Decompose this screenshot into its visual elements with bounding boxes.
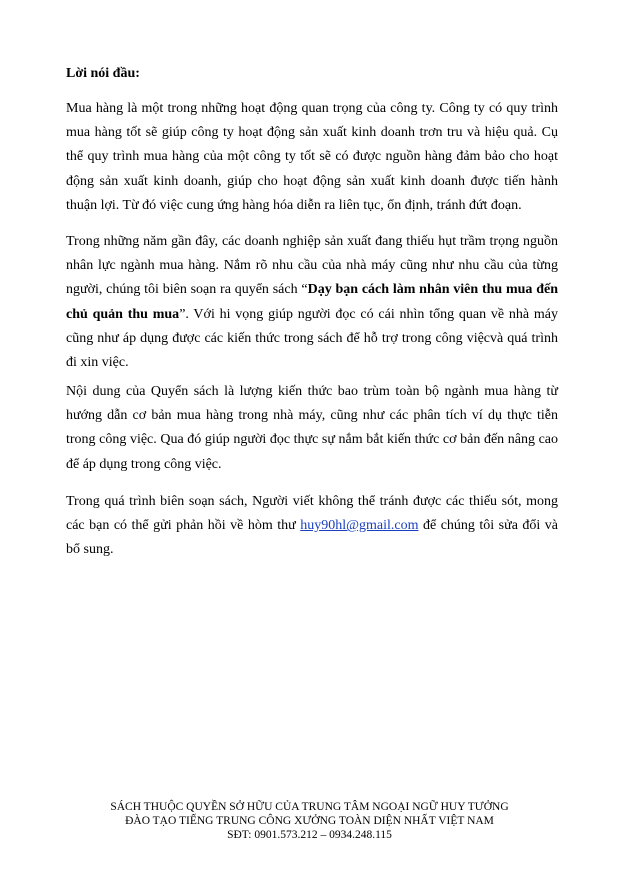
email-link[interactable]: huy90hl@gmail.com xyxy=(300,518,419,534)
footer-phone-line: SĐT: 0901.573.212 – 0934.248.115 xyxy=(227,829,392,841)
paragraph-feedback xyxy=(66,490,558,563)
footer-ownership-line: SÁCH THUỘC QUYỀN SỞ HỮU CỦA TRUNG TÂM NGOẠI NGỮ HUY TƯỞNG xyxy=(110,801,509,813)
paragraph-book-purpose-text-before: Trong những năm gần đây, các doanh nghiệp sản xuất đang thiếu hụt trầm trọng nguồn nhân lực ngành mua hàng. Nắm rõ nhu cầu của nhà máy cũng như nhu cầu của từng người, chúng tôi biên soạn ra quyển sách “ xyxy=(66,234,558,298)
paragraph-intro: Mua hàng là một trong những hoạt động quan trọng của công ty. Công ty có quy trình mua hàng tốt sẽ giúp công ty hoạt động sản xuất kinh doanh trơn tru và hiệu quả. Cụ thể quy trình mua hàng của một công ty tốt sẽ có được nguồn hàng đảm bảo cho hoạt động sản xuất kinh doanh, giúp cho hoạt động sản xuất kinh doanh được tiến hành thuận lợi. Từ đó việc cung ứng hàng hóa diễn ra liên tục, ổn định, tránh đứt đoạn. xyxy=(66,101,558,213)
preface-heading: Lời nói đầu: xyxy=(66,66,140,81)
paragraph-feedback-text-before: Trong quá trình biên soạn sách, Người viết không thể tránh được các thiếu sót, mong các bạn có thể gửi phản hồi về hòm thư xyxy=(66,494,558,534)
footer-training-line: ĐÀO TẠO TIẾNG TRUNG CÔNG XƯỞNG TOÀN DIỆN NHẤT VIỆT NAM xyxy=(125,815,494,827)
book-title: Dạy bạn cách làm nhân viên thu mua đến chủ quản thu mua xyxy=(66,282,558,322)
paragraph-feedback-text-after: để chúng tôi sửa đổi và bổ sung. xyxy=(66,518,558,558)
paragraph-book-purpose-text-after: ”. Với hi vọng giúp người đọc có cái nhìn tổng quan về nhà máy cũng như áp dụng được các kiến thức trong sách để hỗ trợ trong công việcvà quá trình đi xin việc. xyxy=(66,306,558,371)
paragraph-book-purpose xyxy=(66,230,558,375)
paragraph-content-summary: Nội dung của Quyển sách là lượng kiến thức bao trùm toàn bộ ngành mua hàng từ hướng dẫn cơ bản mua hàng trong nhà máy, cũng như các phân tích ví dụ thực tiễn trong công việc. Qua đó giúp người đọc thực sự nắm bắt kiến thức cơ bản đến nâng cao để áp dụng trong công việc. xyxy=(66,384,558,472)
page-footer xyxy=(0,800,619,842)
